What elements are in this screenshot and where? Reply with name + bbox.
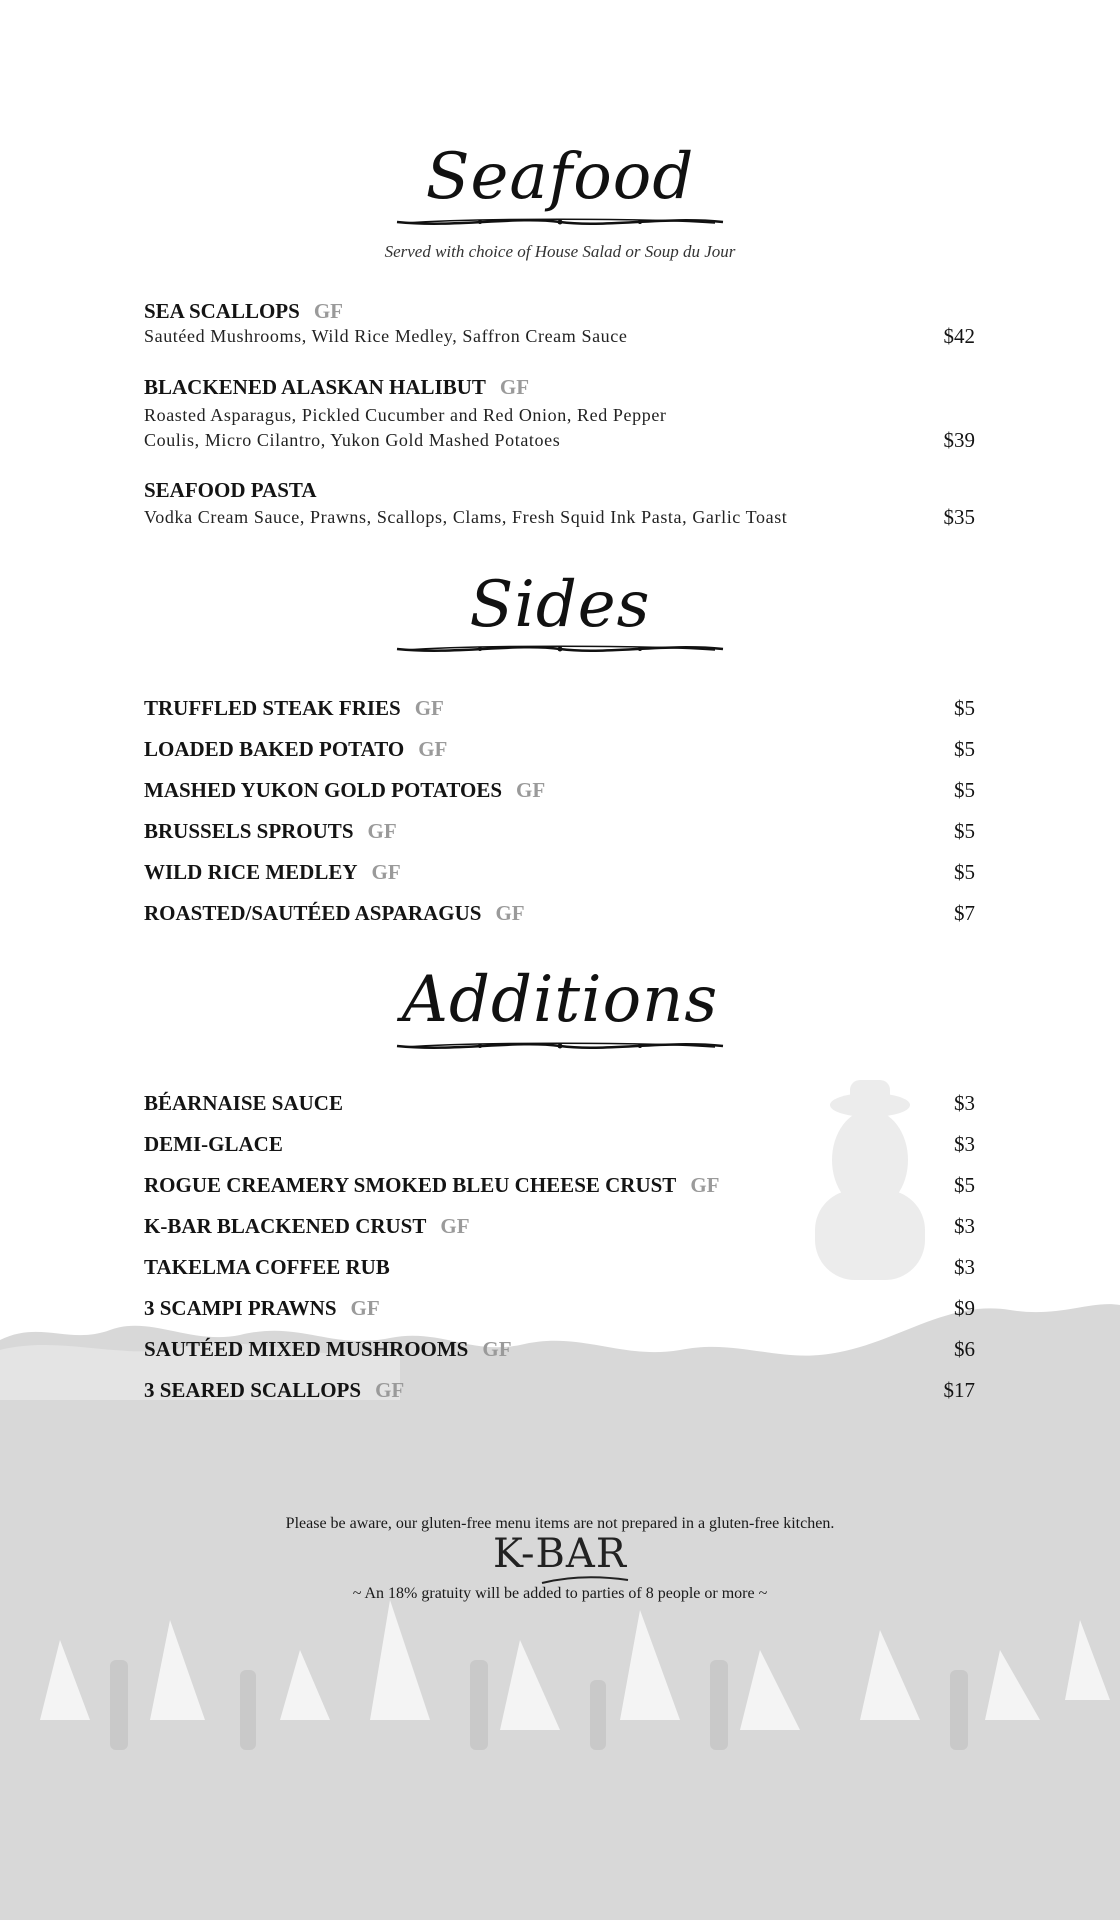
gluten-free-tag: GF xyxy=(414,696,444,720)
gluten-free-tag: GF xyxy=(482,1337,512,1361)
menu-item-name: SEAFOOD PASTA xyxy=(144,478,317,502)
menu-item-name: SAUTÉED MIXED MUSHROOMS GF xyxy=(144,1337,512,1361)
ornamental-divider xyxy=(395,214,725,230)
menu-item-name: 3 SCAMPI PRAWNS GF xyxy=(144,1296,380,1320)
menu-item-price: $3 xyxy=(954,1255,975,1279)
menu-item-name: K-BAR BLACKENED CRUST GF xyxy=(144,1214,470,1238)
gluten-free-tag: GF xyxy=(313,299,343,323)
menu-item-name: 3 SEARED SCALLOPS GF xyxy=(144,1378,405,1402)
gratuity-notice: ~ An 18% gratuity will be added to parties of 8 people or more ~ xyxy=(352,1585,768,1602)
menu-item-price: $5 xyxy=(954,778,975,802)
menu-item-name: TAKELMA COFFEE RUB xyxy=(144,1255,390,1279)
menu-item-price: $3 xyxy=(954,1091,975,1115)
menu-item-name: WILD RICE MEDLEY GF xyxy=(144,860,401,884)
menu-item-name: BÉARNAISE SAUCE xyxy=(144,1091,343,1115)
menu-item-price: $9 xyxy=(954,1296,975,1320)
menu-item-price: $35 xyxy=(943,505,975,529)
seafood-subtitle: Served with choice of House Salad or Soup du Jour xyxy=(384,242,736,261)
menu-item-price: $5 xyxy=(954,737,975,761)
menu-item-name: DEMI-GLACE xyxy=(144,1132,283,1156)
menu-item-name: SEA SCALLOPS GF xyxy=(144,299,343,323)
ornamental-divider xyxy=(395,641,725,657)
menu-item-price: $5 xyxy=(954,819,975,843)
ornamental-divider xyxy=(395,1038,725,1054)
menu-item-description: Coulis, Micro Cilantro, Yukon Gold Mashed Potatoes xyxy=(144,430,561,450)
gluten-free-tag: GF xyxy=(440,1214,470,1238)
menu-item-price: $3 xyxy=(954,1132,975,1156)
menu-item-price: $7 xyxy=(954,901,975,925)
menu-item-price: $39 xyxy=(943,428,975,452)
menu-item-price: $5 xyxy=(954,860,975,884)
gluten-free-tag: GF xyxy=(375,1378,405,1402)
menu-item-name: BLACKENED ALASKAN HALIBUT GF xyxy=(144,375,530,399)
menu-item-price: $42 xyxy=(943,324,975,348)
menu-item-price: $5 xyxy=(954,696,975,720)
sides-heading: Sides xyxy=(469,568,651,642)
menu-item-name: LOADED BAKED POTATO GF xyxy=(144,737,448,761)
gluten-free-tag: GF xyxy=(367,819,397,843)
menu-item-name: TRUFFLED STEAK FRIES GF xyxy=(144,696,444,720)
seafood-heading: Seafood xyxy=(425,140,695,214)
gluten-free-tag: GF xyxy=(495,901,525,925)
menu-item-price: $3 xyxy=(954,1214,975,1238)
menu-item-name: ROGUE CREAMERY SMOKED BLEU CHEESE CRUST GF xyxy=(144,1173,720,1197)
menu-item-name: MASHED YUKON GOLD POTATOES GF xyxy=(144,778,546,802)
additions-heading: Additions xyxy=(401,963,719,1037)
gluten-free-disclaimer: Please be aware, our gluten-free menu items are not prepared in a gluten-free kitchen. xyxy=(285,1515,835,1532)
menu-item-description: Sautéed Mushrooms, Wild Rice Medley, Saffron Cream Sauce xyxy=(144,326,628,346)
kbar-logo: K-BAR xyxy=(493,1531,627,1577)
gluten-free-tag: GF xyxy=(499,375,530,399)
gluten-free-tag: GF xyxy=(371,860,401,884)
menu-item-price: $6 xyxy=(954,1337,975,1361)
menu-item-description: Vodka Cream Sauce, Prawns, Scallops, Clams, Fresh Squid Ink Pasta, Garlic Toast xyxy=(144,507,788,527)
gluten-free-tag: GF xyxy=(418,737,448,761)
menu-item-price: $17 xyxy=(943,1378,975,1402)
gluten-free-tag: GF xyxy=(516,778,546,802)
gluten-free-tag: GF xyxy=(350,1296,380,1320)
menu-item-name: BRUSSELS SPROUTS GF xyxy=(144,819,397,843)
menu-item-price: $5 xyxy=(954,1173,975,1197)
gluten-free-tag: GF xyxy=(690,1173,720,1197)
menu-item-name: ROASTED/SAUTÉED ASPARAGUS GF xyxy=(144,901,525,925)
menu-item-description: Roasted Asparagus, Pickled Cucumber and Red Onion, Red Pepper xyxy=(144,405,667,425)
